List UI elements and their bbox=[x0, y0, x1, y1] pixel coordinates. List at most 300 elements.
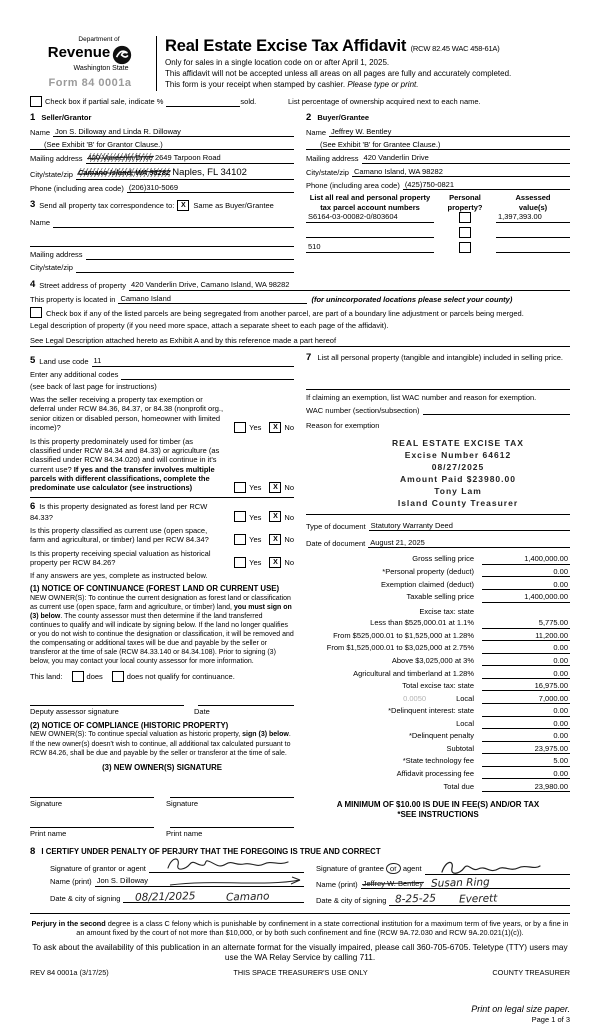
land-use-row bbox=[30, 355, 294, 367]
notice2-body-pre: NEW OWNER(S): To continue special valuation as historic property, bbox=[30, 731, 243, 739]
doc-date-label: Date of document bbox=[306, 539, 366, 549]
owner-printname-lines bbox=[30, 818, 294, 828]
tax-row bbox=[306, 744, 570, 754]
correspondence-name-label: Name bbox=[30, 218, 51, 228]
street-address-value: 420 Vanderlin Drive, Camano Island, WA 98282 bbox=[131, 280, 290, 290]
stamp-treasurer-title: Island County Treasurer bbox=[397, 497, 519, 508]
revenue-logo-block bbox=[30, 36, 156, 91]
tax-row bbox=[306, 618, 570, 628]
notice2-body-bold: sign (3) below bbox=[242, 731, 289, 739]
see-instructions-text: *SEE INSTRUCTIONS bbox=[397, 809, 479, 819]
grantee-sig-pre: Signature of grantee bbox=[316, 864, 384, 874]
grantee-name-struck: Jeffrey W. Bentley bbox=[362, 878, 423, 888]
grantee-signature-label bbox=[316, 863, 422, 874]
buyer-mailing-field[interactable] bbox=[362, 153, 570, 163]
doc-date-field[interactable] bbox=[368, 538, 570, 548]
correspondence-name-field[interactable] bbox=[53, 218, 294, 228]
seller-exhibit-field[interactable] bbox=[30, 140, 294, 150]
perjury-paragraph bbox=[30, 919, 570, 937]
tax-row-label: Affidavit processing fee bbox=[396, 769, 474, 779]
seller-city-struck: Camano Island, WA 98282 bbox=[77, 167, 171, 177]
stamp-amount-paid: Amount Paid $23980.00 bbox=[400, 474, 516, 485]
perjury-bold: Perjury in the second bbox=[31, 918, 106, 928]
legal-description-field[interactable] bbox=[30, 336, 570, 346]
seller-mailing-new: 2649 Tarpoon Road bbox=[154, 153, 221, 163]
tax-row-value[interactable]: 16,975.00 bbox=[482, 681, 570, 691]
header-sub2: This affidavit will not be accepted unless all areas on all pages are fully and accurately completed. bbox=[165, 68, 512, 78]
correspondence-city-field[interactable] bbox=[76, 263, 294, 273]
deputy-signature-lines bbox=[30, 696, 294, 706]
no-label: No bbox=[284, 483, 294, 493]
historic-question-text: Is this property receiving special valuation as historical property per RCW 84.26? bbox=[30, 548, 211, 568]
seller-mailing-field[interactable] bbox=[86, 153, 294, 163]
stamp-treasurer-name: Tony Lam bbox=[434, 485, 482, 496]
grantor-signature-scribble bbox=[160, 853, 300, 875]
buyer-city-label: City/state/zip bbox=[306, 167, 349, 177]
grantor-certify-col bbox=[30, 860, 304, 905]
property-section-num: 4 bbox=[30, 278, 36, 290]
historic-no-checkbox[interactable]: X bbox=[269, 557, 281, 568]
partial-sale-sold: sold. bbox=[240, 97, 257, 107]
buyer-name-value: Jeffrey W. Bentley bbox=[331, 126, 392, 136]
parcel-number-field[interactable] bbox=[306, 227, 434, 238]
currentuse-yes-checkbox[interactable] bbox=[234, 534, 246, 545]
timber-question-row bbox=[30, 437, 294, 493]
tax-row bbox=[306, 554, 570, 564]
tax-row bbox=[306, 656, 570, 666]
segregate-row bbox=[30, 307, 570, 318]
buyer-city-field[interactable] bbox=[352, 167, 570, 177]
notice1-body-bold: you must sign on (3) below bbox=[30, 603, 292, 620]
located-note: (for unincorporated locations please select your county) bbox=[311, 294, 513, 304]
does-not-label: does not qualify for continuance. bbox=[126, 672, 235, 682]
tax-row bbox=[306, 719, 570, 729]
tax-row bbox=[306, 756, 570, 766]
buyer-city-row bbox=[306, 167, 570, 177]
historic-yn bbox=[229, 557, 294, 568]
land-qualify-label: This land: bbox=[30, 672, 63, 682]
seller-phone-row bbox=[30, 183, 294, 193]
header-sub3 bbox=[165, 80, 570, 90]
seller-mailing-struck: 420 Vanderlin Drive bbox=[87, 153, 153, 163]
notice1-body bbox=[30, 594, 294, 667]
notice2-title: (2) NOTICE OF COMPLIANCE (HISTORIC PROPERTY) bbox=[30, 720, 229, 730]
buyer-city-value: Camano Island, WA 98282 bbox=[353, 166, 443, 176]
doc-date-value: August 21, 2025 bbox=[370, 538, 425, 548]
stamp-divider bbox=[306, 514, 570, 515]
seller-section-head bbox=[30, 112, 294, 124]
additional-codes-row bbox=[30, 370, 294, 380]
notice1-body-post: . The county assessor must then determine if the land transferred continues to qualify and will indicate by signing below. If the land no longer qualifies or you do not wish to continue the designation or classification, it will be removed and the compensating or additional taxes will be due and payable by the seller or transferor at the time of sale (RCW 84.33.140 or 84.34.108). Prior to signing (3) below, you may contact your local county assessor for more information. bbox=[30, 612, 294, 666]
tax-row-header bbox=[306, 605, 570, 616]
exemption-yn bbox=[229, 422, 294, 433]
seller-city-row bbox=[30, 167, 294, 180]
section6-divider bbox=[30, 497, 294, 498]
correspondence-section-num: 3 bbox=[30, 198, 36, 210]
buyer-phone-row bbox=[306, 180, 570, 190]
parcel-col2-header bbox=[442, 193, 488, 212]
timber-yn bbox=[229, 482, 294, 493]
doc-type-value: Statutory Warranty Deed bbox=[370, 520, 453, 530]
owner-printname-field-2[interactable] bbox=[170, 818, 294, 828]
personal-property-line bbox=[306, 380, 570, 390]
parcel-col1-header bbox=[306, 193, 434, 212]
timber-question-normal: Is this property predominately used for timber (as classified under RCW 84.34 and 84.33) or agriculture (as classified under RCW 84.34.020) and will continue in it's current use? bbox=[30, 436, 220, 474]
form-header bbox=[30, 36, 570, 91]
seller-city-new: Naples, FL 34102 bbox=[172, 166, 247, 178]
minimum-due-note bbox=[306, 800, 570, 820]
parcel-personal-checkbox[interactable] bbox=[459, 227, 471, 238]
legal-description-label-row bbox=[30, 321, 570, 330]
buyer-phone-label: Phone (including area code) bbox=[306, 181, 400, 191]
parcel-value-field[interactable] bbox=[496, 227, 570, 238]
does-checkbox[interactable] bbox=[72, 671, 84, 682]
currentuse-no-checkbox[interactable]: X bbox=[269, 534, 281, 545]
correspondence-same-checkbox[interactable]: X bbox=[177, 200, 189, 211]
exemption-question-row bbox=[30, 395, 294, 433]
buyer-section-num: 2 bbox=[306, 111, 312, 123]
historic-yes-checkbox[interactable] bbox=[234, 557, 246, 568]
partial-sale-percent-field[interactable] bbox=[166, 97, 240, 107]
dept-name: Revenue bbox=[47, 44, 111, 62]
does-not-checkbox[interactable] bbox=[112, 671, 124, 682]
parcel-value-field[interactable] bbox=[496, 242, 570, 253]
seller-phone-value: (206)310-5069 bbox=[128, 182, 179, 192]
tax-row-value[interactable]: 0.00 bbox=[482, 656, 570, 666]
tax-row bbox=[306, 592, 570, 602]
form-title-rcw: (RCW 82.45 WAC 458-61A) bbox=[410, 44, 500, 53]
tax-row-label: *State technology fee bbox=[402, 756, 474, 766]
partial-sale-label: Check box if partial sale, indicate % bbox=[45, 97, 164, 107]
correspondence-name-row bbox=[30, 218, 294, 228]
yes-label: Yes bbox=[249, 483, 262, 493]
tax-row-label: Excise tax: state bbox=[419, 606, 474, 616]
title-block bbox=[156, 36, 570, 91]
dept-state-label: Washington State bbox=[73, 65, 129, 73]
buyer-name-label: Name bbox=[306, 127, 327, 137]
correspondence-label: Send all property tax correspondence to: bbox=[39, 201, 175, 211]
legal-description-row bbox=[30, 336, 570, 346]
historic-question-row bbox=[30, 549, 294, 568]
no-label: No bbox=[284, 423, 294, 433]
tax-row-label: From $525,000.01 to $1,525,000 at 1.28% bbox=[333, 630, 474, 640]
grantee-name-handwriting: Susan Ring bbox=[430, 875, 490, 890]
dept-of-label: Department of bbox=[78, 36, 120, 43]
tax-row bbox=[306, 567, 570, 577]
tax-row-value[interactable]: 0.00 bbox=[482, 580, 570, 590]
tax-row-value[interactable]: 0.00 bbox=[482, 706, 570, 716]
exemption-no-checkbox[interactable]: X bbox=[269, 422, 281, 433]
partial-sale-row bbox=[30, 96, 570, 107]
forest-no-checkbox[interactable]: X bbox=[269, 511, 281, 522]
seller-section-title: Seller/Grantor bbox=[41, 112, 92, 122]
grantor-date-field[interactable] bbox=[123, 889, 304, 904]
grantee-sig-or-circled: or bbox=[386, 863, 401, 875]
tax-row-value[interactable]: 23,980.00 bbox=[482, 782, 570, 792]
personal-property-section bbox=[306, 352, 570, 364]
tax-row bbox=[306, 681, 570, 691]
currentuse-question-row bbox=[30, 526, 294, 545]
located-value: Camano Island bbox=[120, 293, 171, 303]
yes-label: Yes bbox=[249, 423, 262, 433]
grantee-sig-post: agent bbox=[402, 864, 422, 874]
tax-row-value[interactable]: 23,975.00 bbox=[482, 744, 570, 754]
grantor-name-print-label: Name (print) bbox=[50, 877, 92, 887]
correspondence-mailing-row bbox=[30, 250, 294, 260]
grantee-signature-scribble bbox=[436, 856, 546, 880]
buyer-exhibit-field[interactable] bbox=[306, 140, 570, 150]
grantee-date-field[interactable] bbox=[389, 894, 570, 906]
legal-description-label: Legal description of property (if you need more space, attach a separate sheet to each page of the affidavit). bbox=[30, 321, 389, 331]
tax-row-value[interactable]: 11,200.00 bbox=[482, 631, 570, 641]
correspondence-city-row bbox=[30, 263, 294, 273]
land-use-field[interactable] bbox=[92, 356, 294, 366]
correspondence-extra-field[interactable] bbox=[30, 237, 294, 247]
does-label: does bbox=[86, 672, 103, 682]
seller-mailing-label: Mailing address bbox=[30, 154, 83, 164]
correspondence-extra-row bbox=[30, 237, 294, 247]
tax-row-local bbox=[306, 694, 570, 704]
seller-name-field[interactable] bbox=[53, 127, 294, 137]
grantor-signature-row bbox=[50, 863, 304, 873]
forest-yes-checkbox[interactable] bbox=[234, 511, 246, 522]
parcel-col1-header-line2: tax parcel account numbers bbox=[320, 202, 420, 212]
codes-instructions-note: (see back of last page for instructions) bbox=[30, 381, 157, 391]
grantor-signature-label: Signature of grantor or agent bbox=[50, 863, 146, 873]
tax-row bbox=[306, 669, 570, 679]
buyer-exhibit-note: (See Exhibit 'B' for Grantee Clause.) bbox=[320, 139, 441, 149]
parcel-value-field[interactable]: 1,397,393.00 bbox=[496, 212, 570, 223]
buyer-name-field[interactable] bbox=[329, 127, 570, 137]
notice1-title: (1) NOTICE OF CONTINUANCE (FOREST LAND OR CURRENT USE) bbox=[30, 583, 280, 593]
seller-name-label: Name bbox=[30, 127, 51, 137]
seller-phone-field[interactable] bbox=[127, 183, 294, 193]
owner-printname-field-1[interactable] bbox=[30, 818, 154, 828]
tax-row-value[interactable]: 0.00 bbox=[482, 719, 570, 729]
yes-label: Yes bbox=[249, 558, 262, 568]
wac-number-field[interactable] bbox=[423, 405, 570, 415]
accessibility-paragraph: To ask about the availability of this publication in an alternate format for the visually impaired, please call 360-705-6705. Teletype (TTY) users may use the WA Relay Service by calling 711. bbox=[32, 941, 568, 963]
parcel-col2-header-line1: Personal bbox=[449, 193, 481, 203]
grantor-name-value: Jon S. Dilloway bbox=[96, 876, 148, 886]
footer-row bbox=[30, 968, 570, 977]
tax-row-value[interactable]: 0.00 bbox=[482, 731, 570, 741]
notice1-body-pre: NEW OWNER(S): To continue the current designation as forest land or classification as current use (open space, farm and agriculture, or timber) land, bbox=[30, 594, 291, 611]
correspondence-mailing-label: Mailing address bbox=[30, 250, 83, 260]
seller-name-row bbox=[30, 127, 294, 137]
exemption-claim-label: If claiming an exemption, list WAC number and reason for exemption. bbox=[306, 392, 537, 402]
grantee-signature-row bbox=[316, 863, 570, 874]
owner-signature-field-2[interactable] bbox=[170, 788, 294, 798]
wac-number-label: WAC number (section/subsection) bbox=[306, 405, 420, 415]
tax-row-value[interactable]: 0.00 bbox=[482, 643, 570, 653]
right-mid-column bbox=[306, 352, 570, 838]
additional-codes-label: Enter any additional codes bbox=[30, 370, 119, 380]
grantee-city-handwriting: Everett bbox=[458, 892, 498, 906]
legal-description-value: See Legal Description attached hereto as Exhibit A and by this reference made a part hereof bbox=[30, 336, 337, 346]
tax-row-label: Taxable selling price bbox=[406, 592, 474, 602]
personal-property-label: List all personal property (tangible and intangible) included in selling price. bbox=[317, 352, 563, 362]
buyer-column bbox=[306, 112, 570, 273]
parcel-number-field[interactable]: 510 bbox=[306, 242, 434, 253]
minimum-due-text: A MINIMUM OF $10.00 IS DUE IN FEE(S) AND/OR TAX bbox=[336, 799, 540, 809]
ownership-note: List percentage of ownership acquired next to each name. bbox=[288, 97, 481, 107]
tax-row-value[interactable]: 5.00 bbox=[482, 756, 570, 766]
buyer-phone-field[interactable] bbox=[403, 180, 570, 190]
stamp-title: REAL ESTATE EXCISE TAX bbox=[392, 438, 524, 449]
parcel-table bbox=[306, 193, 570, 253]
buyer-exhibit-row bbox=[306, 140, 570, 150]
revenue-swirl-icon bbox=[112, 45, 132, 65]
forest-question: Is this property designated as forest land per RCW 84.33? bbox=[30, 501, 208, 522]
timber-yes-checkbox[interactable] bbox=[234, 482, 246, 493]
timber-no-checkbox[interactable]: X bbox=[269, 482, 281, 493]
tax-row-spacer bbox=[482, 605, 570, 614]
tax-row-value[interactable]: 0.00 bbox=[482, 769, 570, 779]
parcel-personal-cell bbox=[442, 212, 488, 223]
deputy-signature-field[interactable] bbox=[30, 696, 184, 706]
seller-section-num: 1 bbox=[30, 111, 36, 123]
wac-row bbox=[306, 405, 570, 415]
rev-number: REV 84 0001a (3/17/25) bbox=[30, 968, 109, 978]
exemption-reason-label: Reason for exemption bbox=[306, 421, 380, 431]
grantee-certify-col bbox=[316, 860, 570, 905]
tax-row-value[interactable]: 5,775.00 bbox=[482, 618, 570, 628]
deputy-date-field[interactable] bbox=[198, 696, 294, 706]
tax-row-label: Local bbox=[456, 693, 474, 703]
tax-row-label: *Delinquent penalty bbox=[408, 731, 474, 741]
perjury-rest: degree is a class C felony which is punishable by confinement in a state correctional institution for a maximum term of five years, or by a fine in an amount fixed by the court of not more than $10,000, or by both such confinement and fine (RCW 9A.72.030 and RCW 9A.20.021(1)(c)). bbox=[76, 918, 569, 937]
buyer-mailing-value: 420 Vanderlin Drive bbox=[363, 153, 429, 163]
certify-section-num: 8 bbox=[30, 846, 36, 858]
footer-divider bbox=[30, 913, 570, 914]
notice2-body bbox=[30, 730, 294, 757]
tax-row-label: From $1,525,000.01 to $3,025,000 at 2.75% bbox=[326, 643, 474, 653]
owner-printname-label-2: Print name bbox=[166, 828, 203, 838]
tax-row-label: *Delinquent interest: state bbox=[388, 706, 474, 716]
stamp-date: 08/27/2025 bbox=[431, 462, 485, 473]
owner-printname-label-1: Print name bbox=[30, 828, 67, 838]
tax-row bbox=[306, 769, 570, 779]
grantor-date-label: Date & city of signing bbox=[50, 893, 121, 903]
segregate-checkbox[interactable] bbox=[30, 307, 42, 318]
header-sub3-em: Please type or print. bbox=[347, 79, 419, 89]
grantor-name-row bbox=[50, 876, 304, 886]
land-use-code-value: 11 bbox=[93, 356, 102, 366]
tax-row-label: Above $3,025,000 at 3% bbox=[391, 655, 474, 665]
correspondence-mailing-field[interactable] bbox=[86, 250, 294, 260]
header-sub1: Only for sales in a single location code on or after April 1, 2025. bbox=[165, 57, 390, 67]
tax-row-value[interactable]: 1,400,000.00 bbox=[482, 592, 570, 602]
owner-signature-labels bbox=[30, 799, 294, 808]
land-qualify-row bbox=[30, 671, 294, 682]
no-label: No bbox=[284, 535, 294, 545]
located-field[interactable] bbox=[118, 294, 307, 304]
partial-sale-checkbox[interactable] bbox=[30, 96, 42, 107]
yes-label: Yes bbox=[249, 535, 262, 545]
tax-computation-table bbox=[306, 554, 570, 792]
doc-type-field[interactable] bbox=[369, 521, 570, 531]
section7-num: 7 bbox=[306, 351, 312, 363]
located-row bbox=[30, 294, 570, 304]
parcel-col3-header bbox=[496, 193, 570, 212]
tax-row-label: *Personal property (deduct) bbox=[382, 567, 474, 577]
local-rate-faint: 0.0050 bbox=[403, 693, 427, 703]
seller-city-label: City/state/zip bbox=[30, 170, 73, 180]
property-section bbox=[30, 279, 570, 347]
print-note: Print on legal size paper. bbox=[471, 1003, 570, 1014]
tax-row-label: Gross selling price bbox=[412, 554, 474, 564]
seller-phone-label: Phone (including area code) bbox=[30, 183, 124, 193]
parcel-personal-checkbox[interactable] bbox=[459, 212, 471, 223]
parcel-number-field[interactable]: S6164-03-00082-0/803604 bbox=[306, 212, 434, 223]
form-number: Form 84 0001a bbox=[48, 76, 132, 89]
owner-signature-field-1[interactable] bbox=[30, 788, 154, 798]
certify-title: I CERTIFY UNDER PENALTY OF PERJURY THAT THE FOREGOING IS TRUE AND CORRECT bbox=[41, 847, 381, 857]
tax-row-label: Agricultural and timberland at 1.28% bbox=[353, 668, 474, 678]
no-label: No bbox=[284, 512, 294, 522]
additional-codes-field[interactable] bbox=[121, 370, 294, 380]
tax-row-value[interactable]: 7,000.00 bbox=[482, 694, 570, 704]
certification-section bbox=[30, 846, 570, 905]
buyer-mailing-row bbox=[306, 153, 570, 163]
tax-row-label: Subtotal bbox=[446, 743, 474, 753]
tax-row-value[interactable]: 0.00 bbox=[482, 567, 570, 577]
tax-row bbox=[306, 643, 570, 653]
owner-signature-label-1: Signature bbox=[30, 798, 63, 808]
deputy-signature-label: Deputy assessor signature bbox=[30, 707, 119, 717]
section6-note: If any answers are yes, complete as instructed below. bbox=[30, 570, 208, 580]
parcel-personal-cell bbox=[442, 227, 488, 238]
buyer-section-title: Buyer/Grantee bbox=[317, 112, 370, 122]
tax-row-label: Total excise tax: state bbox=[402, 681, 474, 691]
exemption-yes-checkbox[interactable] bbox=[234, 422, 246, 433]
personal-property-field[interactable] bbox=[306, 380, 570, 390]
form-title-text: Real Estate Excise Tax Affidavit bbox=[165, 37, 407, 55]
street-address-field[interactable] bbox=[129, 280, 570, 290]
tax-row bbox=[306, 706, 570, 716]
deputy-signature-labels bbox=[30, 707, 294, 716]
header-sub3-text: This form is your receipt when stamped by cashier. bbox=[165, 79, 346, 89]
seller-mailing-row bbox=[30, 153, 294, 163]
deputy-date-label: Date bbox=[194, 707, 210, 717]
tax-row-value[interactable]: 1,400,000.00 bbox=[482, 554, 570, 564]
seller-city-field[interactable] bbox=[76, 167, 294, 180]
grantee-date-label: Date & city of signing bbox=[316, 896, 387, 906]
parcel-col3-header-line1: Assessed bbox=[515, 193, 551, 203]
grantee-date-handwriting: 8-25-25 bbox=[395, 892, 437, 906]
exemption-question-text: Was the seller receiving a property tax exemption or deferral under RCW 84.36, 84.37, or 84.38 (nonprofit org., senior citizen or disabled person, homeowner with limited income)? bbox=[30, 395, 224, 433]
forest-question-row bbox=[30, 501, 294, 522]
land-use-label: Land use code bbox=[39, 357, 89, 367]
buyer-mailing-label: Mailing address bbox=[306, 154, 359, 164]
left-mid-column bbox=[30, 352, 294, 838]
buyer-name-row bbox=[306, 127, 570, 137]
seller-exhibit-row bbox=[30, 140, 294, 150]
tax-row-label: Local bbox=[456, 718, 474, 728]
timber-question-text bbox=[30, 437, 229, 493]
grantor-date-handwriting: 08/21/2025 bbox=[135, 889, 197, 904]
page-number: Page 1 of 3 bbox=[531, 1014, 570, 1024]
doc-type-label: Type of document bbox=[306, 521, 366, 531]
section6-num: 6 bbox=[30, 500, 36, 512]
no-label: No bbox=[284, 558, 294, 568]
tax-row-value[interactable]: 0.00 bbox=[482, 669, 570, 679]
street-address-label: Street address of property bbox=[39, 281, 127, 291]
owner-signature-title: (3) NEW OWNER(S) SIGNATURE bbox=[102, 762, 222, 772]
parcel-personal-checkbox[interactable] bbox=[459, 242, 471, 253]
forest-yn bbox=[229, 511, 294, 522]
